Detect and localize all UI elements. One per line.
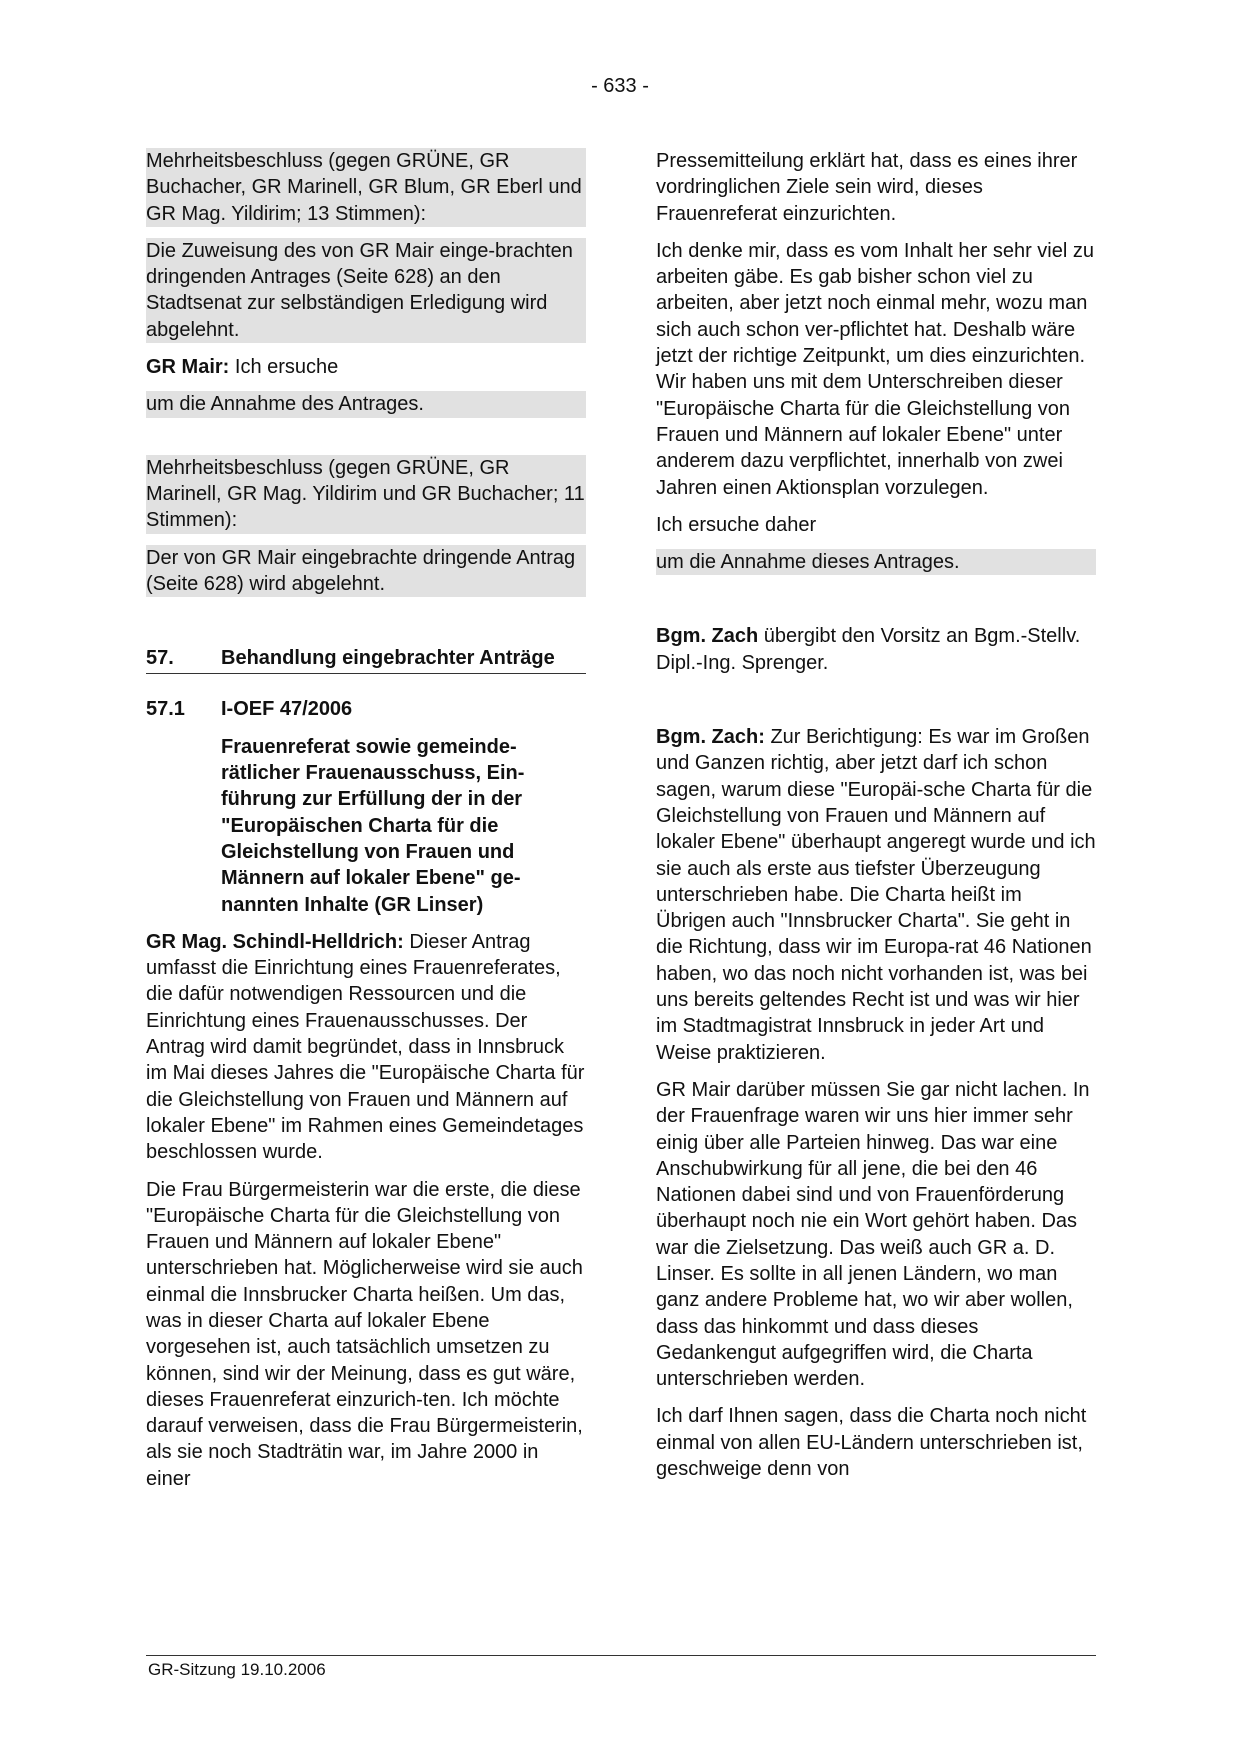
subsection-title: Frauenreferat sowie gemeinde-rätlicher Frauenausschuss, Ein-führung zur Erfüllung der in der "Europäischen Charta für die Gleichstellung von Frauen und Männern auf lokaler Ebene" ge-nannten Inhalte (GR Linser) [221, 735, 525, 916]
section-title: Behandlung eingebrachter Anträge [221, 647, 555, 670]
right-column [656, 148, 1096, 1482]
paragraph: Ich denke mir, dass es vom Inhalt her sehr viel zu arbeiten gäbe. Es gab bisher schon viel zu arbeiten, aber jetzt noch einmal mehr, wozu man sich auch schon ver-pflichtet hat. Deshalb wäre jetzt der richtige Zeitpunkt, um dies einzurichten. Wir haben uns mit dem Unterschreiben dieser "Europäische Charta für die Gleichstellung von Frauen und Männern auf lokaler Ebene" unter anderem dazu verpflichtet, innerhalb von zwei Jahren einen Aktionsplan vorzulegen. [656, 239, 1094, 499]
speaker: GR Mair: [146, 356, 230, 379]
resolution-1: Mehrheitsbeschluss (gegen GRÜNE, GR Buchacher, GR Marinell, GR Blum, GR Eberl und GR Mag. Yildirim; 13 Stimmen): [146, 148, 586, 227]
paragraph: GR Mair darüber müssen Sie gar nicht lachen. In der Frauenfrage waren wir uns hier immer sehr einig über alle Parteien hinweg. Das war eine Anschubwirkung für all jene, die bei den 46 Nationen dabei sind und von Frauenförderung überhaupt noch nie ein Wort gehört haben. Das war die Zielsetzung. Das weiß auch GR a. D. Linser. Es sollte in all jenen Ländern, wo man ganz andere Probleme hat, wo wir aber wollen, dass das hinkommt und dass dieses Gedankengut aufgegriffen wird, die Charta unterschrieben werden. [656, 1078, 1090, 1391]
resolution-2-text: Der von GR Mair eingebrachte dringende Antrag (Seite 628) wird abgelehnt. [146, 545, 586, 598]
left-column [146, 148, 586, 1492]
footer-divider [146, 1655, 1096, 1656]
request-line: um die Annahme dieses Antrages. [656, 549, 1096, 575]
speech-bgm-zach: Bgm. Zach: Zur Berichtigung: Es war im Großen und Ganzen richtig, aber jetzt darf ich schon sagen, warum diese "Europäi-sche Charta für die Gleichstellung von Frauen und Männern auf lokaler Ebene" überhaupt angeregt wurde und ich sie auch als erste aus tiefster Überzeugung unterschrieben habe. Die Charta heißt im Übrigen auch "Innsbrucker Charta". Sie geht in die Richtung, dass wir im Europa-rat 46 Nationen haben, wo das noch nicht vorhanden ist, was bei uns bereits geltendes Recht ist und was wir hier im Stadtmagistrat Innsbruck in jeder Art und Weise praktizieren. [656, 726, 1096, 1064]
speech-schindl-helldrich: GR Mag. Schindl-Helldrich: Dieser Antrag umfasst die Einrichtung eines Frauenreferates, die dafür notwendigen Ressourcen und die Einrichtung eines Frauenausschusses. Der Antrag wird damit begründet, dass in Innsbruck im Mai dieses Jahres die "Europäische Charta für die Gleichstellung von Frauen und Männern auf lokaler Ebene" im Rahmen eines Gemeindetages beschlossen wurde. [146, 930, 585, 1164]
speaker: Bgm. Zach [656, 625, 759, 648]
paragraph: Die Frau Bürgermeisterin war die erste, die diese "Europäische Charta für die Gleichstellung von Frauen und Männern auf lokaler Ebene" unterschrieben hat. Möglicherweise wird sie auch einmal die Innsbrucker Charta heißen. Um das, was in dieser Charta auf lokaler Ebene vorgesehen ist, auch tatsächlich umsetzen zu können, sind wir der Meinung, dass es gut wäre, dieses Frauenreferat einzurich-ten. Ich möchte darauf verweisen, dass die Frau Bürgermeisterin, als sie noch Stadträtin war, im Jahre 2000 in einer [146, 1178, 583, 1490]
subsection-number: 57.1 [146, 698, 185, 721]
request-intro: Ich ersuche daher [656, 513, 817, 536]
speech-gr-mair: GR Mair: Ich ersuche [146, 356, 339, 379]
section-heading-57-1 [146, 696, 586, 722]
speaker: Bgm. Zach: [656, 726, 765, 749]
resolution-2: Mehrheitsbeschluss (gegen GRÜNE, GR Marinell, GR Mag. Yildirim und GR Buchacher; 11 Stimmen): [146, 455, 586, 534]
chair-handover: Bgm. Zach übergibt den Vorsitz an Bgm.-Stellv. Dipl.-Ing. Sprenger. [656, 625, 1081, 674]
resolution-1-text: Die Zuweisung des von GR Mair einge-brachten dringenden Antrages (Seite 628) an den Stadtsenat zur selbständigen Erledigung wird abgelehnt. [146, 238, 586, 343]
paragraph: Ich darf Ihnen sagen, dass die Charta noch nicht einmal von allen EU-Ländern unterschrieben ist, geschweige denn von [656, 1405, 1087, 1481]
footer: GR-Sitzung 19.10.2006 [148, 1660, 326, 1679]
subsection-code: I-OEF 47/2006 [221, 698, 353, 721]
page-number: - 633 - [591, 75, 649, 97]
section-heading-57 [146, 645, 586, 674]
section-number: 57. [146, 647, 174, 670]
request-line: um die Annahme des Antrages. [146, 391, 586, 417]
paragraph: Pressemitteilung erklärt hat, dass es eines ihrer vordringlichen Ziele sein wird, dieses Frauenreferat einzurichten. [656, 150, 1078, 225]
speaker: GR Mag. Schindl-Helldrich: [146, 930, 404, 953]
